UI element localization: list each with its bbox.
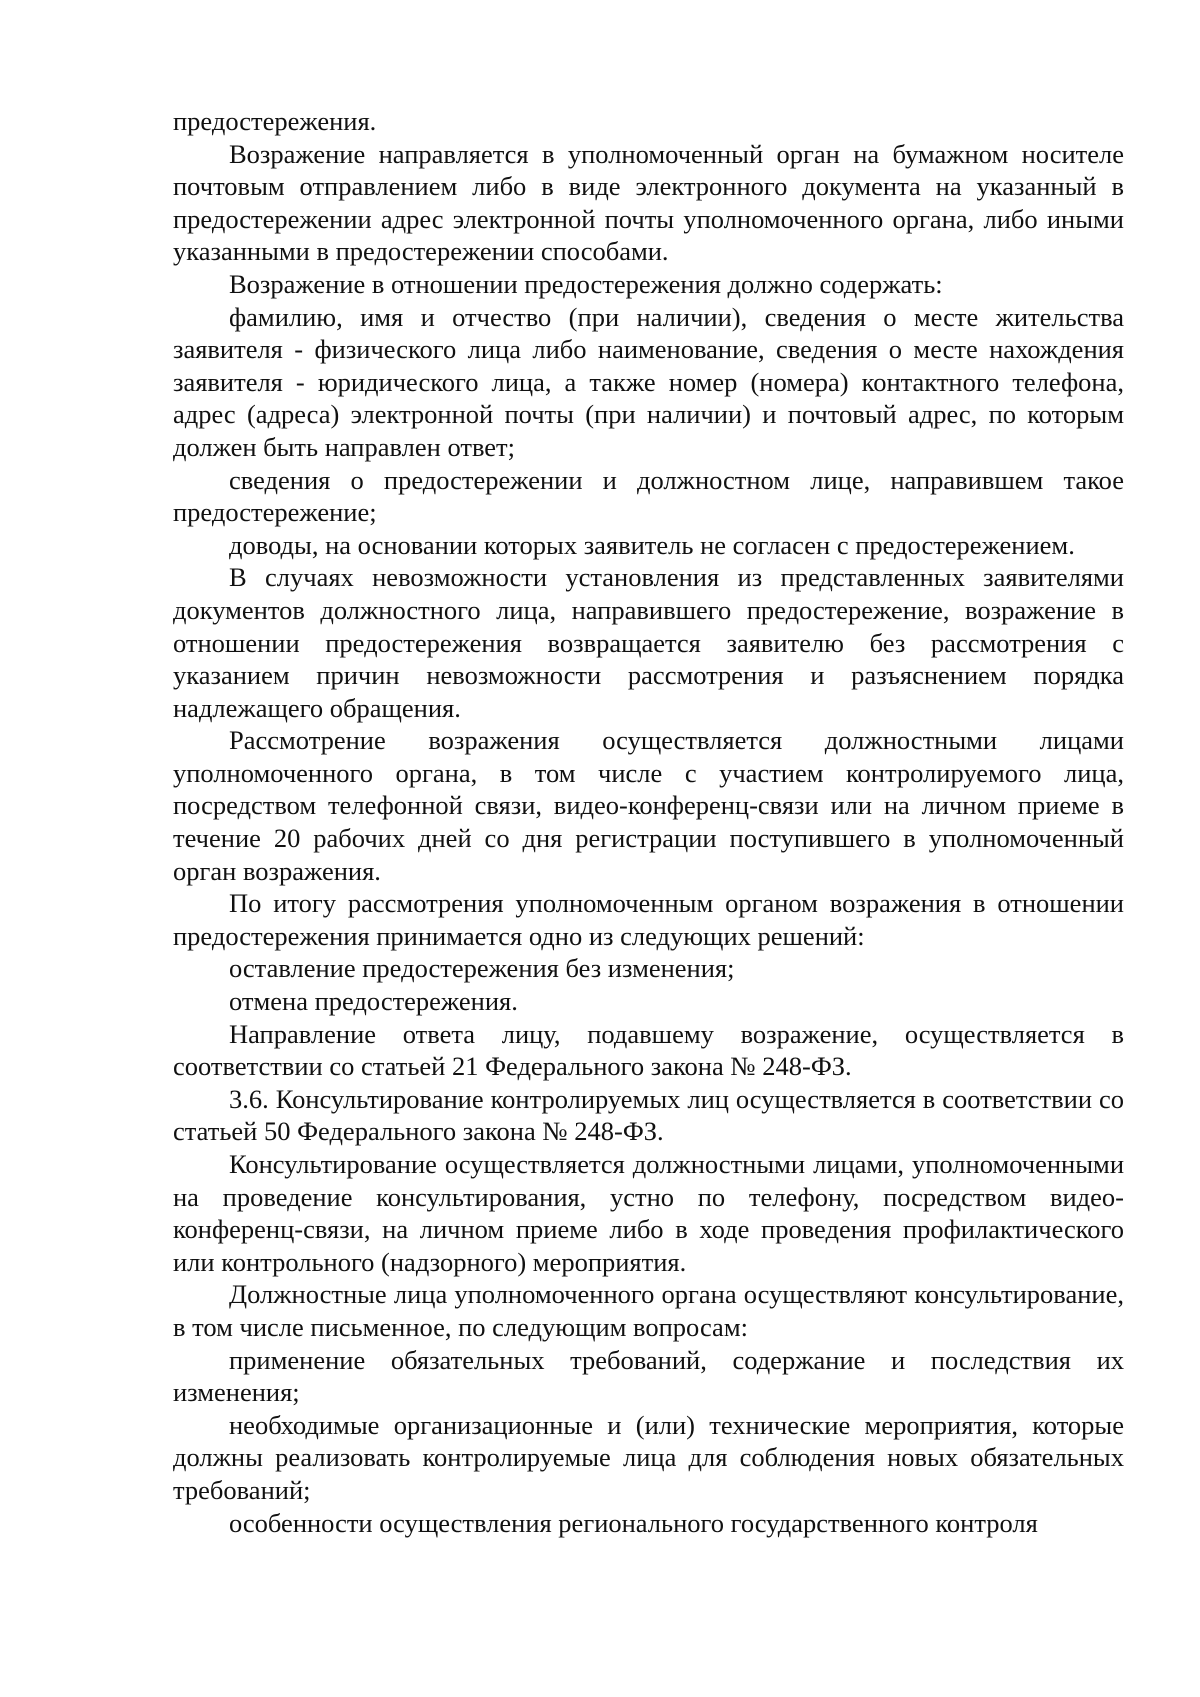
paragraph-review-outcome: По итогу рассмотрения уполномоченным органом возражения в отношении предостережения принимается одно из следующих решений:: [173, 888, 1124, 951]
paragraph-return-without-review: В случаях невозможности установления из представленных заявителями документов должностного лица, направившего предостережение, возражение в отношении предостережения возвращается заявителю без рассмотрения с указанием причин невозможности рассмотрения и разъяснением порядка надлежащего обращения.: [173, 562, 1124, 723]
paragraph-applicant-details: фамилию, имя и отчество (при наличии), сведения о месте жительства заявителя - физического лица либо наименование, сведения о месте нахождения заявителя - юридического лица, а также номер (номера) контактного телефона, адрес (адреса) электронной почты (при наличии) и почтовый адрес, по которым должен быть направлен ответ;: [173, 301, 1124, 462]
paragraph-warning-details: сведения о предостережении и должностном лице, направившем такое предостережение;: [173, 464, 1124, 528]
paragraph-section-3-6: 3.6. Консультирование контролируемых лиц осуществляется в соответствии со статьей 50 Федерального закона № 248-ФЗ.: [173, 1083, 1124, 1147]
paragraph-consulting-methods: Консультирование осуществляется должностными лицами, уполномоченными на проведение консультирования, устно по телефону, посредством видео-конференц-связи, на личном приеме либо в ходе проведения профилактического или контрольного (надзорного) мероприятия.: [173, 1149, 1124, 1277]
paragraph-decision-keep: оставление предостережения без изменения;: [229, 953, 735, 984]
paragraph-decision-cancel: отмена предостережения.: [229, 986, 518, 1017]
paragraph-review-procedure: Рассмотрение возражения осуществляется должностными лицами уполномоченного органа, в том числе с участием контролируемого лица, посредством телефонной связи, видео-конференц-связи или на личном приеме в течение 20 рабочих дней со дня регистрации поступившего в уполномоченный орган возражения.: [173, 725, 1124, 886]
paragraph-objection-contents: Возражение в отношении предостережения должно содержать:: [229, 268, 943, 299]
paragraph-consulting-topics: Должностные лица уполномоченного органа осуществляют консультирование, в том числе письменное, по следующим вопросам:: [173, 1279, 1124, 1342]
paragraph-objection-submission: Возражение направляется в уполномоченный орган на бумажном носителе почтовым отправлением либо в виде электронного документа на указанный в предостережении адрес электронной почты уполномоченного органа, либо иными указанными в предостережении способами.: [173, 138, 1124, 267]
paragraph-arguments: доводы, на основании которых заявитель не согласен с предостережением.: [229, 529, 1075, 560]
paragraph-continuation: предостережения.: [173, 106, 377, 136]
paragraph-topic-requirements: применение обязательных требований, содержание и последствия их изменения;: [173, 1344, 1124, 1408]
paragraph-topic-measures: необходимые организационные и (или) технические мероприятия, которые должны реализовать контролируемые лица для соблюдения новых обязательных требований;: [173, 1409, 1124, 1505]
document-page: [173, 105, 1124, 1539]
paragraph-topic-control: особенности осуществления регионального государственного контроля: [229, 1507, 1038, 1538]
paragraph-response: Направление ответа лицу, подавшему возражение, осуществляется в соответствии со статьей 21 Федерального закона № 248-ФЗ.: [173, 1018, 1124, 1082]
